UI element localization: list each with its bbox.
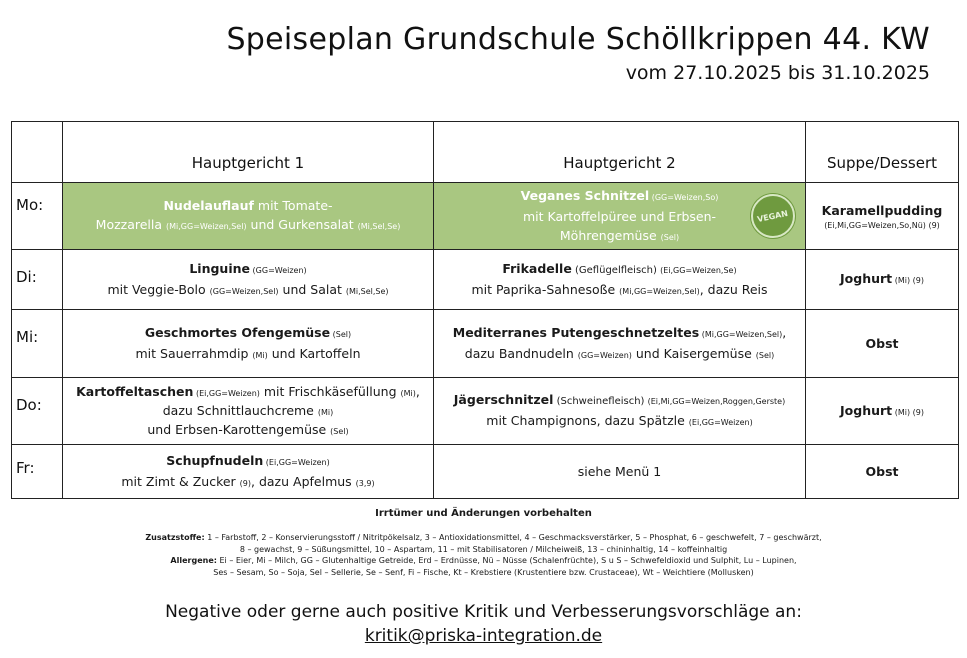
table-row xyxy=(12,310,959,378)
allergen-codes: (GG=Weizen,Sel) xyxy=(209,286,279,296)
allergen-codes: (Mi,Sel,Se) xyxy=(345,286,389,296)
dish-name: Obst xyxy=(865,464,899,479)
allergen-codes: (9) xyxy=(239,478,252,488)
main1-cell: Kartoffeltaschen (Ei,GG=Weizen) mit Frischkäsefüllung (Mi), dazu Schnittlauchcreme (Mi) und Erbsen-Karottengemüse (Sel) xyxy=(63,378,434,445)
dish-name: Frikadelle xyxy=(502,260,572,276)
date-range: vom 27.10.2025 bis 31.10.2025 xyxy=(625,62,930,84)
allergen-codes: (Ei,GG=Weizen) xyxy=(688,418,753,427)
col-header-main2: Hauptgericht 2 xyxy=(434,122,806,183)
col-header-main1: Hauptgericht 1 xyxy=(63,122,434,183)
dish-name: Kartoffeltaschen xyxy=(76,383,194,399)
allergen-codes: (GG=Weizen) xyxy=(250,265,307,275)
day-label: Di: xyxy=(12,250,63,310)
allergen-codes: (Sel) xyxy=(330,329,352,339)
allergen-codes: (Mi) (9) xyxy=(892,407,924,417)
allergen-codes: (Ei,GG=Weizen) xyxy=(263,457,330,467)
feedback-email-link[interactable]: kritik@priska-integration.de xyxy=(364,626,603,646)
allergen-codes: (Mi,GG=Weizen,Sel) xyxy=(619,286,700,296)
dish-name: Obst xyxy=(865,336,899,351)
dish-name: Mediterranes Putengeschnetzeltes xyxy=(452,324,700,340)
table-row xyxy=(12,250,959,310)
allergen-codes: (Sel) xyxy=(330,426,349,436)
allergen-codes: (Sel) xyxy=(755,350,775,360)
allergen-codes: (Ei,Mi,GG=Weizen,Roggen,Gerste) xyxy=(647,397,786,406)
menu-table xyxy=(11,121,959,499)
additives-line: 8 – gewachst, 9 – Süßungsmittel, 10 – Aspartam, 11 – mit Stabilisatoren / Milcheiweiß, 13 – chininhaltig, 14 – koffeinhaltig xyxy=(239,544,728,554)
table-row xyxy=(12,445,959,499)
main2-cell: Veganes Schnitzel (GG=Weizen,So) mit Kartoffelpüree und Erbsen- Möhrengemüse (Sel) VEGAN xyxy=(434,183,806,250)
table-row xyxy=(12,183,959,250)
col-header-soup: Suppe/Dessert xyxy=(806,122,959,183)
feedback-section xyxy=(0,600,967,648)
allergen-codes: (Ei,GG=Weizen,Se) xyxy=(660,265,737,275)
allergen-codes: (Sel) xyxy=(660,232,680,242)
corner-cell xyxy=(12,122,63,183)
main1-cell: Linguine (GG=Weizen) mit Veggie-Bolo (GG=Weizen,Sel) und Salat (Mi,Sel,Se) xyxy=(63,250,434,310)
main1-cell: Schupfnudeln (Ei,GG=Weizen) mit Zimt & Zucker (9), dazu Apfelmus (3,9) xyxy=(63,445,434,499)
allergen-codes: (3,9) xyxy=(355,478,375,488)
allergen-codes: (Mi,Sel,Se) xyxy=(357,222,401,231)
allergens-line: Allergene: Ei – Eier, Mi – Milch, GG – Glutenhaltige Getreide, Erd – Erdnüsse, Nü – Nüsse (Schalenfrüchte), S u S – Schwefeldioxid und Sulphit, Lu – Lupinen, xyxy=(170,556,797,565)
allergen-codes: (Mi) xyxy=(252,350,268,360)
vegan-badge-icon: VEGAN xyxy=(751,194,795,238)
main2-cell xyxy=(434,445,806,499)
soup-cell xyxy=(806,250,959,310)
main2-cell: Frikadelle (Geflügelfleisch) (Ei,GG=Weizen,Se) mit Paprika-Sahnesoße (Mi,GG=Weizen,Sel), dazu Reis xyxy=(434,250,806,310)
day-label: Fr: xyxy=(12,445,63,499)
legend xyxy=(0,532,967,578)
dish-name: Nudelauflauf xyxy=(163,198,254,213)
soup-cell xyxy=(806,445,959,499)
page-title: Speiseplan Grundschule Schöllkrippen 44. KW xyxy=(226,22,930,57)
allergen-codes: (GG=Weizen,So) xyxy=(649,192,719,202)
dish-name: Jägerschnitzel xyxy=(453,392,554,407)
dish-name: Veganes Schnitzel xyxy=(520,187,650,203)
feedback-text: Negative oder gerne auch positive Kritik und Verbesserungsvorschläge an: xyxy=(165,602,802,622)
day-label: Mi: xyxy=(12,310,63,378)
dish-name: Joghurt xyxy=(840,271,893,286)
allergen-codes: (Mi) xyxy=(317,407,334,417)
allergen-codes: (Mi,GG=Weizen,Sel) xyxy=(166,222,247,231)
dish-name: Joghurt xyxy=(840,402,893,418)
allergen-codes: (Ei,Mi,GG=Weizen,So,Nü) (9) xyxy=(824,221,940,230)
soup-cell xyxy=(806,310,959,378)
dish-name: siehe Menü 1 xyxy=(577,464,662,479)
allergen-codes: (Mi) (9) xyxy=(892,276,924,285)
main2-cell: Mediterranes Putengeschnetzeltes (Mi,GG=Weizen,Sel), dazu Bandnudeln (GG=Weizen) und Kaisergemüse (Sel) xyxy=(434,310,806,378)
header-row xyxy=(12,122,959,183)
table-row xyxy=(12,378,959,445)
additives-line: Zusatzstoffe: 1 – Farbstoff, 2 – Konservierungsstoff / Nitritpökelsalz, 3 – Antioxidationsmittel, 4 – Geschmacksverstärker, 5 – Phosphat, 6 – geschwefelt, 7 – geschwärzt, xyxy=(145,533,822,542)
main1-cell: Geschmortes Ofengemüse (Sel) mit Sauerrahmdip (Mi) und Kartoffeln xyxy=(63,310,434,378)
allergen-codes: (Mi,GG=Weizen,Sel) xyxy=(699,329,783,339)
day-label: Mo: xyxy=(12,183,63,250)
allergen-codes: (GG=Weizen) xyxy=(577,350,632,360)
dish-name: Karamellpudding xyxy=(821,203,943,218)
allergens-line: Ses – Sesam, So – Soja, Sel – Sellerie, Se – Senf, Fi – Fische, Kt – Krebstiere (Krustentiere bzw. Crustaceae), Wt – Weichtiere (Mollusken) xyxy=(213,567,754,577)
day-label: Do: xyxy=(12,378,63,445)
dish-name: Schupfnudeln xyxy=(166,452,264,468)
main2-cell: Jägerschnitzel (Schweinefleisch) (Ei,Mi,GG=Weizen,Roggen,Gerste) mit Champignons, dazu Spätzle (Ei,GG=Weizen) xyxy=(434,378,806,445)
allergen-codes: (Mi) xyxy=(400,388,416,398)
dish-name: Geschmortes Ofengemüse xyxy=(144,324,331,340)
soup-cell xyxy=(806,378,959,445)
soup-cell xyxy=(806,183,959,250)
main1-cell: Nudelauflauf mit Tomate- Mozzarella (Mi,GG=Weizen,Sel) und Gurkensalat (Mi,Sel,Se) xyxy=(63,183,434,250)
allergen-codes: (Ei,GG=Weizen) xyxy=(193,388,260,398)
dish-name: Linguine xyxy=(189,260,250,276)
errata-notice: Irrtümer und Änderungen vorbehalten xyxy=(375,508,592,519)
